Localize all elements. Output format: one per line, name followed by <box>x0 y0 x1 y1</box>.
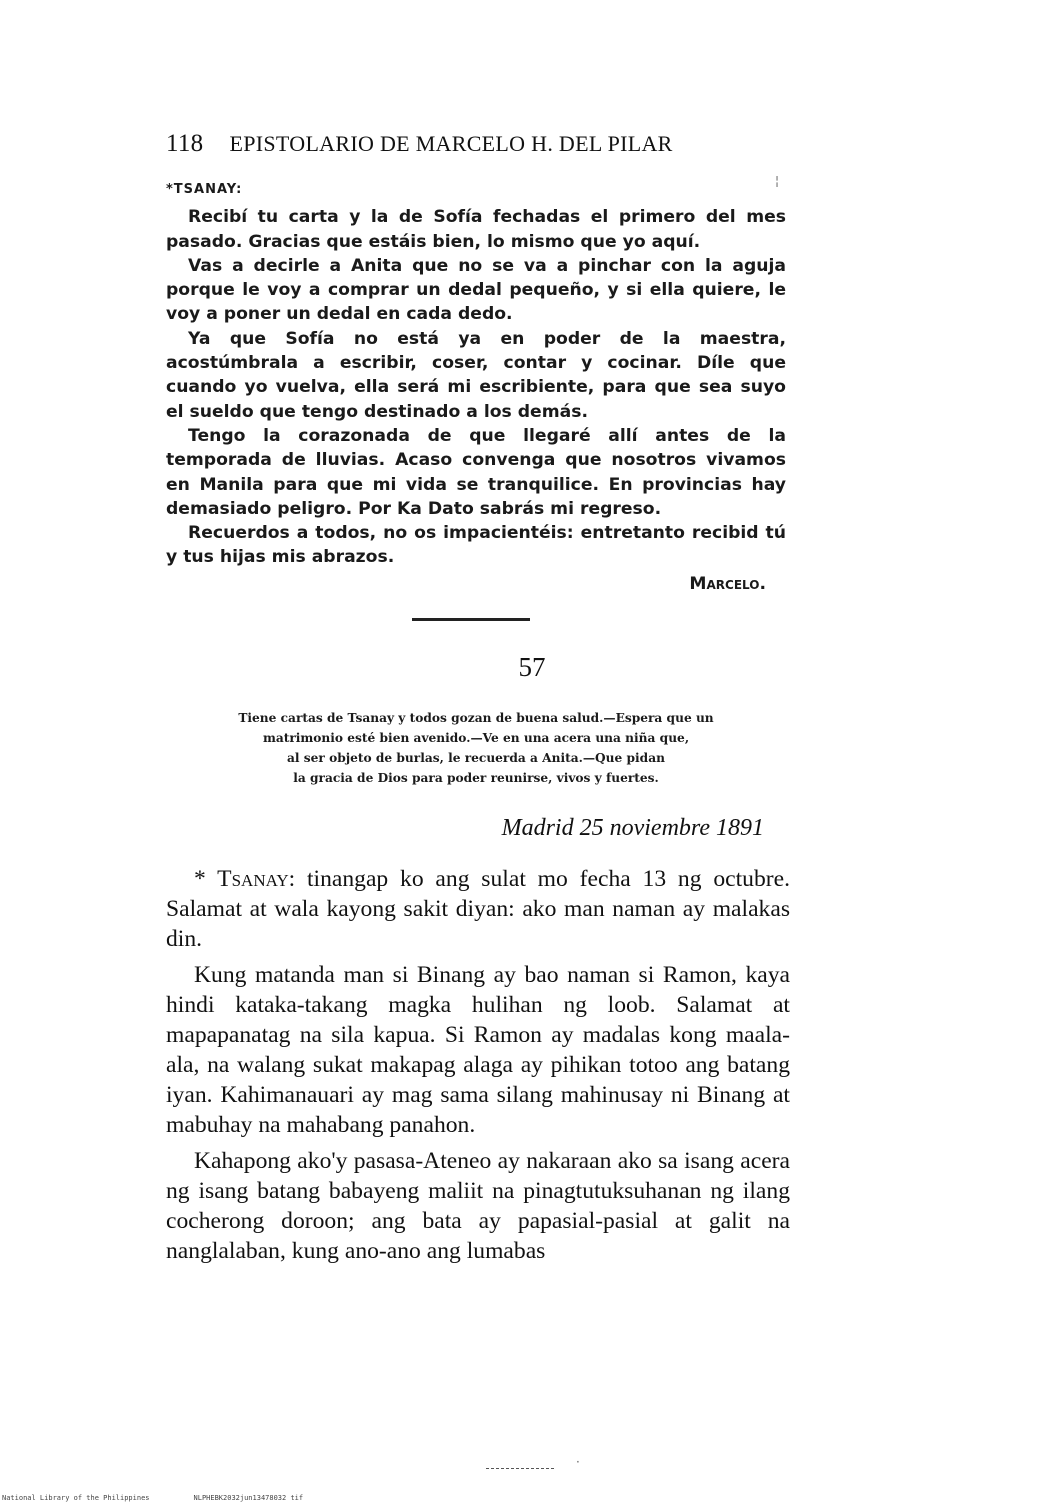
previous-letter-paragraph: Recibí tu carta y la de Sofía fechadas el primero del mes pasado. Gracias que estáis bien, lo mismo que yo aquí. <box>166 207 786 252</box>
letter-salutation: * Tsanay: <box>194 866 296 892</box>
previous-letter-paragraph: Vas a decirle a Anita que no se va a pinchar con la aguja porque le voy a comprar un dedal pequeño, y si ella quiere, le voy a poner un dedal en cada dedo. <box>166 255 786 325</box>
page-number: 118 <box>166 130 204 157</box>
section-divider <box>412 618 530 621</box>
running-title: EPISTOLARIO DE MARCELO H. DEL PILAR <box>229 131 673 156</box>
letter-summary <box>166 708 786 788</box>
scan-mark: · <box>576 1455 580 1469</box>
previous-letter-paragraph: Ya que Sofía no está ya en poder de la maestra, acostúmbrala a escribir, coser, contar y cocinar. Díle que cuando yo vuelva, ella será mi escribiente, para que sea suyo el sueldo que tengo destinado a los demás. <box>166 328 786 422</box>
letter-paragraph: Kung matanda man si Binang ay bao naman si Ramon, kaya hindi kataka-takang magka hulihan ng loob. Salamat at mapapanatag na sila kapua. Si Ramon ay madalas kong maala-ala, na walang sukat makapag alaga ay pihikan totoo ang batang iyan. Kahimanauari ay mag sama silang mahinusay ni Binang at mabuhay na mahabang panahon. <box>166 962 790 1138</box>
summary-line: al ser objeto de burlas, le recuerda a Anita.—Que pidan <box>287 751 665 765</box>
scan-mark: ¦ <box>775 174 780 188</box>
running-head <box>166 130 786 158</box>
previous-letter <box>166 178 786 596</box>
letter-paragraph-text: tinangap ko ang sulat mo fecha 13 ng octubre. Salamat at wala kayong sakit diyan: ako man naman ay malakas din. <box>166 866 790 952</box>
summary-line: matrimonio esté bien avenido.—Ve en una acera una niña que, <box>262 731 690 745</box>
summary-line: la gracia de Dios para poder reunirse, vivos y fuertes. <box>293 771 659 785</box>
summary-line: Tiene cartas de Tsanay y todos gozan de buena salud.—Espera que un <box>238 711 714 725</box>
scan-footer-source: National Library of the Philippines <box>2 1494 150 1502</box>
letter-paragraph: Kahapong ako'y pasasa-Ateneo ay nakaraan ako sa isang acera ng isang batang babayeng maliit na pinagtutuksuhanan ng ilang cocherong doroon; ang bata ay papasial-pasial at galit na nanglalaban, kung ano-ano ang lumabas <box>166 1148 790 1264</box>
letter-dateline: Madrid 25 noviembre 1891 <box>501 815 764 841</box>
scan-footer <box>2 1494 303 1502</box>
bottom-scan-mark <box>486 1468 554 1469</box>
letter-body <box>166 864 790 1272</box>
letter-paragraph <box>166 864 790 954</box>
previous-letter-signature: Marcelo. <box>689 573 766 594</box>
previous-letter-paragraph: Recuerdos a todos, no os impacientéis: entretanto recibid tú y tus hijas mis abrazos. <box>166 523 786 568</box>
previous-letter-paragraph: Tengo la corazonada de que llegaré allí antes de la temporada de lluvias. Acaso convenga que nosotros vivamos en Manila para que mi vida se tranquilice. En provincias hay demasiado peligro. Por Ka Dato sabrás mi regreso. <box>166 425 786 519</box>
letter-number: 57 <box>518 652 546 682</box>
previous-letter-salutation: *TSANAY: <box>166 182 243 197</box>
scan-footer-file: NLPHEBK2032jun13478032 tif <box>193 1494 304 1502</box>
